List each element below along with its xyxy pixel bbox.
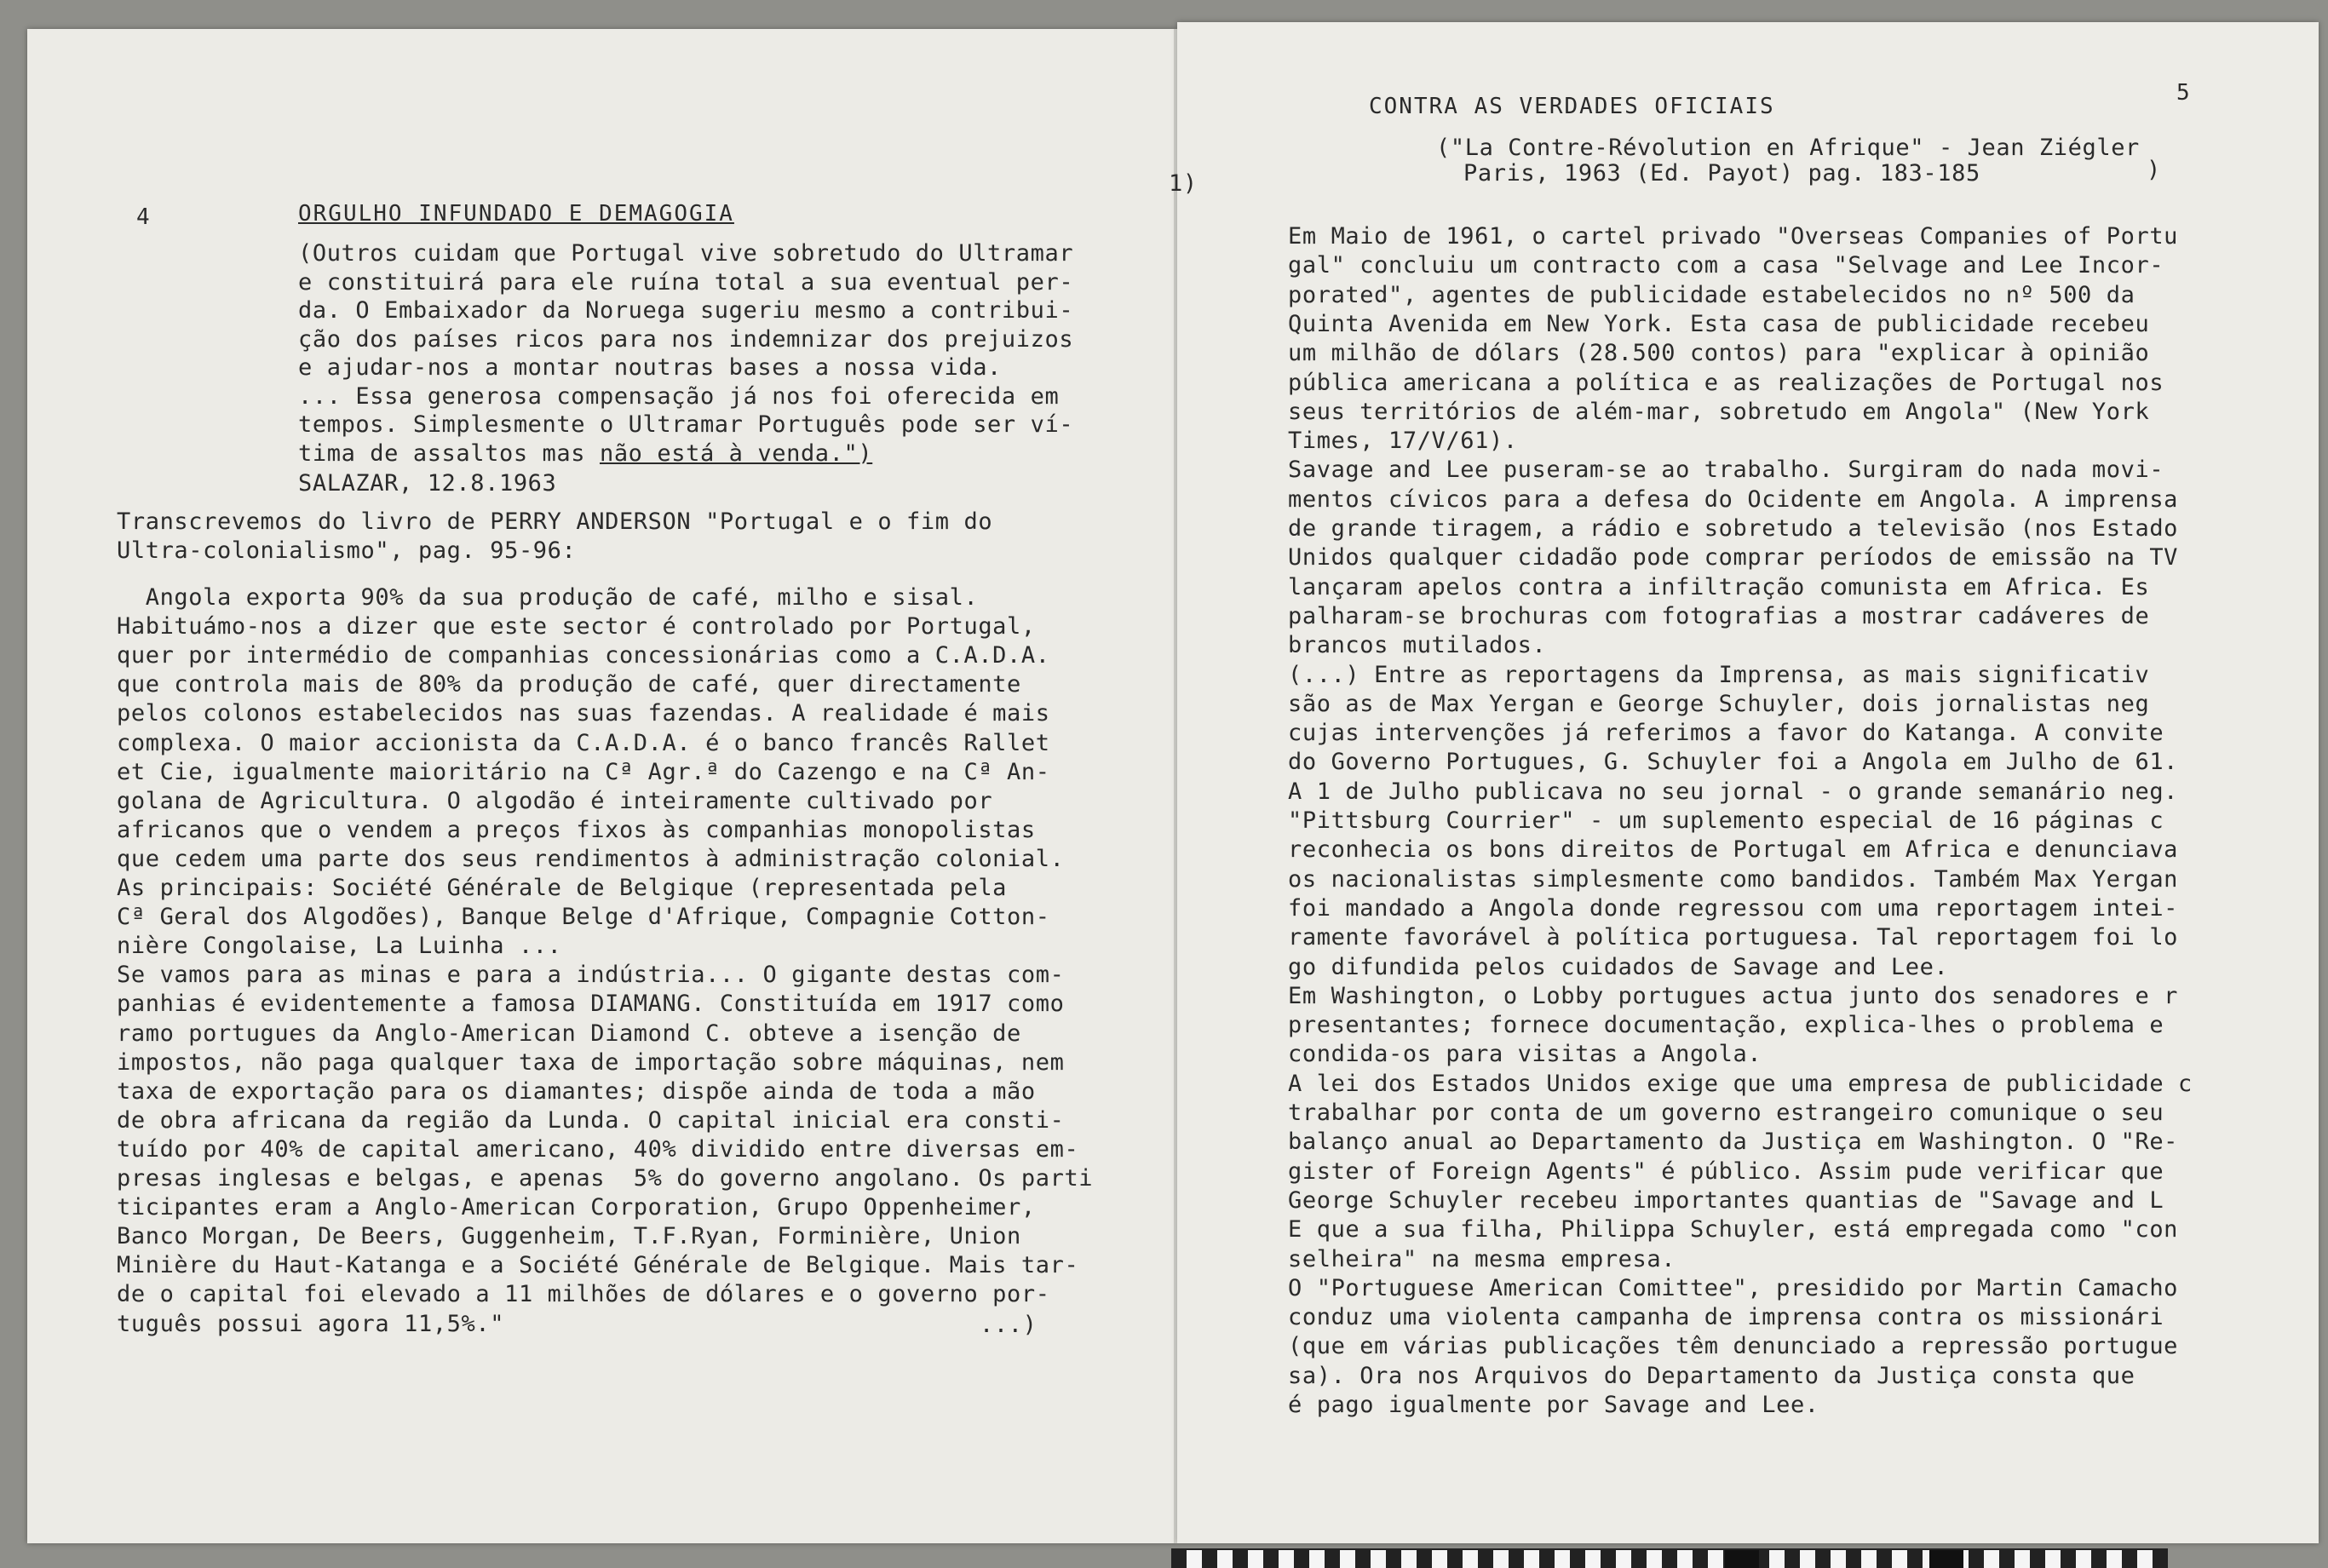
right-body-line: Savage and Lee puseram-se ao trabalho. Surgiram do nada movi- <box>1288 457 2164 484</box>
epigraph-signature: SALAZAR, 12.8.1963 <box>298 470 557 497</box>
left-body-line: panhias é evidentemente a famosa DIAMANG. Constituída em 1917 como <box>117 991 1065 1018</box>
right-body-line: palharam-se brochuras com fotografias a mostrar cadáveres de <box>1288 602 2150 629</box>
left-body-line: que cedem uma parte dos seus rendimentos à administração colonial. <box>117 845 1065 872</box>
left-body-line: ramo portugues da Anglo-American Diamond C. obteve a isenção de <box>117 1019 1021 1047</box>
left-body-line: complexa. O maior accionista da C.A.D.A. é o banco francês Rallet <box>117 729 1050 756</box>
right-body-line: são as de Max Yergan e George Schuyler, dois jornalistas neg <box>1288 690 2150 717</box>
right-body-line: de grande tiragem, a rádio e sobretudo a televisão (nos Estado <box>1288 515 2179 542</box>
right-body-line: condida-os para visitas a Angola. <box>1288 1041 1762 1068</box>
right-body-line: porated", agentes de publicidade estabelecidos no nº 500 da <box>1288 281 2135 308</box>
right-body-line: mentos cívicos para a defesa do Ocidente em Angola. A imprensa <box>1288 485 2179 513</box>
right-body-line: George Schuyler recebeu importantes quantias de "Savage and L <box>1288 1186 2164 1214</box>
left-page-title: ORGULHO INFUNDADO E DEMAGOGIA <box>298 201 734 227</box>
left-body-line: africanos que o vendem a preços fixos às companhias monopolistas <box>117 816 1036 843</box>
right-body-line: selheira" na mesma empresa. <box>1288 1245 1676 1272</box>
right-page-title: CONTRA AS VERDADES OFICIAIS <box>1369 94 1775 119</box>
left-body-line: Minière du Haut-Katanga e a Société Générale de Belgique. Mais tar- <box>117 1252 1079 1279</box>
epigraph-line: (Outros cuidam que Portugal vive sobretudo do Ultramar <box>298 240 1074 267</box>
right-page-number: 5 <box>2176 80 2190 106</box>
epigraph-underlined: não está à venda.") <box>599 439 873 467</box>
right-body-line: lançaram apelos contra a infiltração comunista em Africa. Es <box>1288 573 2150 600</box>
right-body-line: Em Washington, o Lobby portugues actua junto dos senadores e r <box>1288 982 2179 1009</box>
source-line-1: ("La Contre-Révolution en Afrique" - Jean Ziégler <box>1436 135 2140 161</box>
left-body-line: tuguês possui agora 11,5%." <box>117 1310 505 1337</box>
left-body-line: presas inglesas e belgas, e apenas 5% do governo angolano. Os parti <box>117 1165 1094 1192</box>
left-body-line: pelos colonos estabelecidos nas suas fazendas. A realidade é mais <box>117 700 1050 727</box>
intro-line: Transcrevemos do livro de PERRY ANDERSON "Portugal e o fim do <box>117 508 993 535</box>
right-body-line: go difundida pelos cuidados de Savage and Lee. <box>1288 953 1949 980</box>
epigraph-line: ... Essa generosa compensação já nos foi oferecida em <box>298 382 1060 410</box>
right-body-line: trabalhar por conta de um governo estrangeiro comunique o seu <box>1288 1100 2164 1126</box>
right-body-line: (...) Entre as reportagens da Imprensa, as mais significativ <box>1288 661 2150 688</box>
right-body-line: presentantes; fornece documentação, explica-lhes o problema e <box>1288 1012 2164 1039</box>
source-close-paren: ) <box>2147 157 2161 183</box>
right-body-line: cujas intervenções já referimos a favor do Katanga. A convite <box>1288 720 2164 747</box>
left-body-line: de o capital foi elevado a 11 milhões de dólares e o governo por- <box>117 1281 1050 1308</box>
right-body-line: O "Portuguese American Comittee", presidido por Martin Camacho <box>1288 1274 2179 1301</box>
epigraph-line: da. O Embaixador da Noruega sugeriu mesmo a contribui- <box>298 297 1074 324</box>
right-body-line: os nacionalistas simplesmente como bandidos. Também Max Yergan <box>1288 865 2179 893</box>
source-line-2: Paris, 1963 (Ed. Payot) pag. 183-185 <box>1463 160 1980 187</box>
right-body-line: Times, 17/V/61). <box>1288 428 1518 455</box>
left-body-line: et Cie, igualmente maioritário na Cª Agr.ª do Cazengo e na Cª An- <box>117 758 1050 785</box>
right-body-line: pública americana a política e as realizações de Portugal nos <box>1288 369 2164 396</box>
left-body-line: Habituámo-nos a dizer que este sector é controlado por Portugal, <box>117 613 1036 640</box>
left-body-line: Angola exporta 90% da sua produção de café, milho e sisal. <box>117 584 979 611</box>
left-body-line: taxa de exportação para os diamantes; dispõe ainda de toda a mão <box>117 1077 1036 1105</box>
right-body-line: gal" concluiu um contracto com a casa "Selvage and Lee Incor- <box>1288 252 2164 279</box>
left-body-line: nière Congolaise, La Luinha ... <box>117 933 562 960</box>
footnote-marker: 1) <box>1169 170 1198 197</box>
epigraph-line: ção dos países ricos para nos indemnizar dos prejuizos <box>298 325 1074 353</box>
left-body-line: ticipantes eram a Anglo-American Corporation, Grupo Oppenheimer, <box>117 1194 1036 1221</box>
right-body-line: Quinta Avenida em New York. Esta casa de publicidade recebeu <box>1288 310 2150 337</box>
right-body-line: balanço anual ao Departamento da Justiça em Washington. O "Re- <box>1288 1129 2179 1156</box>
left-body-line: As principais: Société Générale de Belgique (representada pela <box>117 875 1008 901</box>
right-body-line: Em Maio de 1961, o cartel privado "Overseas Companies of Portu <box>1288 223 2179 250</box>
right-body-line: gister of Foreign Agents" é público. Assim pude verificar que <box>1288 1157 2164 1185</box>
left-page-number: 4 <box>136 204 150 230</box>
scale-ruler <box>1171 1548 2168 1568</box>
epigraph-line: e constituirá para ele ruína total a sua eventual per- <box>298 268 1074 296</box>
right-body-line: conduz uma violenta campanha de imprensa contra os missionári <box>1288 1304 2164 1331</box>
right-body-line: um milhão de dólars (28.500 contos) para "explicar à opinião <box>1288 340 2150 367</box>
right-body-line: foi mandado a Angola donde regressou com uma reportagem intei- <box>1288 894 2179 922</box>
intro-line: Ultra-colonialismo", pag. 95-96: <box>117 537 577 564</box>
right-body-line: A 1 de Julho publicava no seu jornal - o grande semanário neg. <box>1288 778 2179 805</box>
right-body-line: (que em várias publicações têm denunciado a repressão portugue <box>1288 1333 2179 1360</box>
left-body-line: Cª Geral dos Algodões), Banque Belge d'Afrique, Compagnie Cotton- <box>117 904 1050 931</box>
epigraph-line: tempos. Simplesmente o Ultramar Português pode ser ví- <box>298 411 1074 438</box>
right-body-line: "Pittsburg Courrier" - um suplemento especial de 16 páginas c <box>1288 807 2164 834</box>
right-body-line: Unidos qualquer cidadão pode comprar períodos de emissão na TV <box>1288 544 2179 571</box>
right-body-line: A lei dos Estados Unidos exige que uma empresa de publicidade c <box>1288 1070 2193 1097</box>
left-body-line: Se vamos para as minas e para a indústria... O gigante destas com- <box>117 962 1065 989</box>
right-body-line: seus territórios de além-mar, sobretudo em Angola" (New York <box>1288 398 2150 425</box>
right-body-line: ramente favorável à política portuguesa. Tal reportagem foi lo <box>1288 924 2179 951</box>
right-body-line: E que a sua filha, Philippa Schuyler, está empregada como "con <box>1288 1216 2179 1243</box>
right-body-line: sa). Ora nos Arquivos do Departamento da Justiça consta que <box>1288 1362 2135 1389</box>
left-body-line: golana de Agricultura. O algodão é inteiramente cultivado por <box>117 787 993 814</box>
right-body-line: é pago igualmente por Savage and Lee. <box>1288 1392 1819 1418</box>
left-body-line: tuído por 40% de capital americano, 40% dividido entre diversas em- <box>117 1135 1079 1163</box>
epigraph-line: e ajudar-nos a montar noutras bases a nossa vida. <box>298 354 1002 381</box>
right-body-line: do Governo Portugues, G. Schuyler foi a Angola em Julho de 61. <box>1288 749 2179 776</box>
epigraph-line: tima de assaltos mas não está à venda.") <box>298 439 873 467</box>
right-body-line: brancos mutilados. <box>1288 632 1547 659</box>
left-body-line: impostos, não paga qualquer taxa de importação sobre máquinas, nem <box>117 1048 1065 1076</box>
left-body-line: que controla mais de 80% da produção de café, quer directamente <box>117 671 1021 698</box>
left-body-line: de obra africana da região da Lunda. O capital inicial era consti- <box>117 1106 1065 1134</box>
right-body-line: reconhecia os bons direitos de Portugal em Africa e denunciava <box>1288 836 2179 864</box>
left-body-line: quer por intermédio de companhias concessionárias como a C.A.D.A. <box>117 642 1050 669</box>
ellipsis-text: ...) <box>980 1312 1038 1338</box>
left-body-line: Banco Morgan, De Beers, Guggenheim, T.F.Ryan, Forminière, Union <box>117 1223 1021 1250</box>
